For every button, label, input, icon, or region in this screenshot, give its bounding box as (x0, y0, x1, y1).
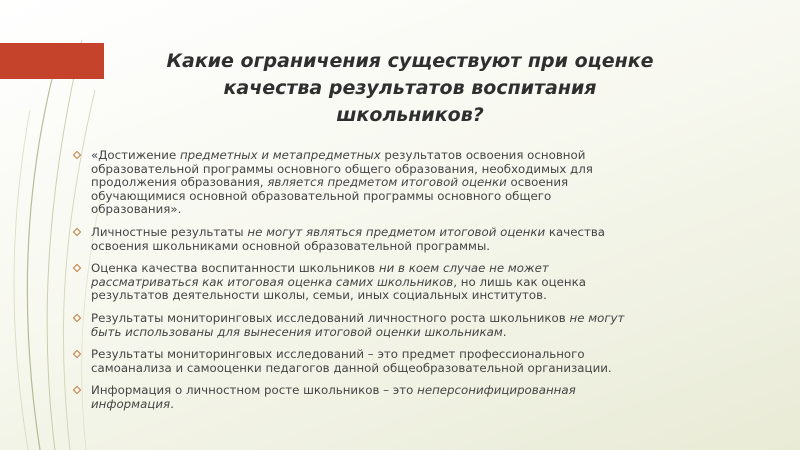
emphasis-text: рассматриваться как итоговая оценка самих школьников (91, 274, 454, 289)
bullet-line (91, 326, 754, 340)
bullet-text: Информация о личностном росте школьников – это (91, 383, 418, 398)
bullet-line (91, 203, 754, 217)
bullet-item (74, 312, 754, 339)
bullet-line (91, 176, 754, 190)
emphasis-text: предметных и метапредметных (179, 148, 381, 162)
bullet-marker-icon (73, 264, 81, 272)
bullet-line (91, 348, 754, 362)
bullet-text: «Достижение (91, 148, 180, 162)
bullet-text: образования». (91, 202, 182, 217)
emphasis-text: не могут (569, 310, 625, 325)
bullet-line (91, 149, 754, 163)
title-line: школьников? (336, 104, 484, 126)
bullet-text: Результаты мониторинговых исследований – это предмет профессионального (91, 347, 585, 362)
bullet-line (91, 384, 754, 398)
bullet-text: . (170, 396, 174, 411)
emphasis-text: не могут являться предметом итоговой оценки (247, 224, 546, 239)
bullet-text: , но лишь как оценка (453, 274, 586, 289)
bullet-text: результатов освоения основной (380, 148, 586, 162)
bullet-text: освоения (506, 175, 569, 190)
bullet-text: Оценка качества воспитанности школьников (91, 261, 379, 276)
bullet-line (91, 262, 754, 276)
bullet-text: качества (545, 224, 606, 239)
slide-title (110, 48, 710, 129)
bullet-text: продолжения образования, (91, 175, 268, 190)
bullet-list (74, 149, 754, 421)
bullet-text: Результаты мониторинговых исследований личностного роста школьников (91, 310, 570, 325)
bullet-text: . (502, 324, 507, 339)
bullet-line (91, 276, 754, 290)
title-line: качества результатов воспитания (223, 77, 597, 99)
emphasis-text: неперсонифицированная (417, 383, 576, 398)
title-line: Какие ограничения существуют при оценке (166, 50, 654, 72)
bullet-text: Личностные результаты (91, 224, 248, 239)
bullet-item (74, 149, 754, 217)
emphasis-text: является предметом итоговой оценки (267, 175, 507, 190)
bullet-text: образовательной программы основного общего образования, необходимых для (91, 161, 593, 176)
bullet-line (91, 190, 754, 204)
bullet-item (74, 262, 754, 303)
bullet-text: освоения школьниками основной образовательной программы. (91, 238, 491, 253)
bullet-line (91, 240, 754, 254)
bullet-marker-icon (73, 151, 81, 159)
bullet-marker-icon (73, 350, 81, 358)
bullet-line (91, 226, 754, 240)
bullet-line (91, 398, 754, 412)
bullet-line (91, 362, 754, 376)
bullet-item (74, 384, 754, 411)
bullet-marker-icon (73, 386, 81, 394)
bullet-text: результатов деятельности школы, семьи, иных социальных институтов. (91, 288, 547, 303)
bullet-marker-icon (73, 314, 81, 322)
bullet-line (91, 312, 754, 326)
bullet-marker-icon (73, 228, 81, 236)
bullet-item (74, 226, 754, 253)
bullet-line (91, 289, 754, 303)
emphasis-text: быть использованы для вынесения итоговой оценки школьникам (91, 324, 503, 339)
emphasis-text: информация (91, 396, 171, 411)
bullet-line (91, 163, 754, 177)
bullet-item (74, 348, 754, 375)
bullet-text: обучающимися основной образовательной программы основного общего (91, 188, 552, 203)
accent-bar (0, 43, 104, 79)
bullet-text: самоанализа и самооценки педагогов данной общеобразовательной организации. (91, 360, 612, 375)
emphasis-text: ни в коем случае не может (378, 261, 549, 276)
